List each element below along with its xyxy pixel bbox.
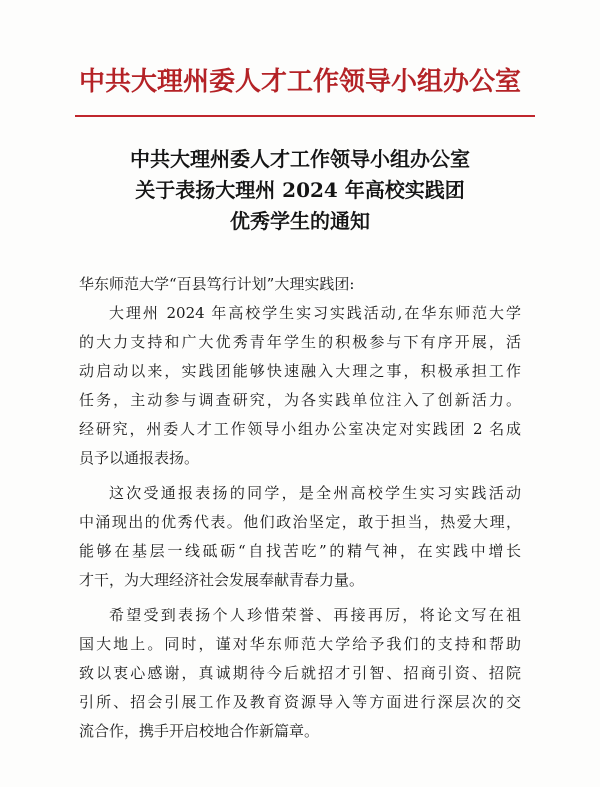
paragraph-1 <box>79 299 521 473</box>
paragraph-line: 引所、招会引展工作及教育资源导入等方面进行深层次的交 <box>79 693 521 711</box>
document-title <box>0 144 600 237</box>
paragraph-2 <box>79 479 521 595</box>
paragraph-line: 致以衷心感谢，真诚期待今后就招才引智、招商引资、招院 <box>79 664 521 682</box>
paragraph-line: 国大地上。同时，谨对华东师范大学给予我们的支持和帮助 <box>79 635 521 653</box>
paragraph-line: 流合作，携手开启校地合作新篇章。 <box>79 722 320 740</box>
paragraph-line: 大理州 2024 年高校学生实习实践活动,在华东师范大学 <box>109 304 521 322</box>
letterhead-org-name: 中共大理州委人才工作领导小组办公室 <box>78 67 521 97</box>
paragraph-3 <box>79 601 521 746</box>
paragraph-line: 经研究，州委人才工作领导小组办公室决定对实践团 2 名成 <box>79 420 521 438</box>
paragraph-line: 员予以通报表扬。 <box>79 449 200 467</box>
title-line-3: 优秀学生的通知 <box>230 209 370 233</box>
paragraph-line: 这次受通报表扬的同学，是全州高校学生实习实践活动 <box>109 484 521 502</box>
paragraph-line: 才干，为大理经济社会发展奉献青春力量。 <box>79 571 365 589</box>
paragraph-line: 希望受到表扬个人珍惜荣誉、再接再厉，将论文写在祖 <box>109 606 521 624</box>
salutation: 华东师范大学“百县笃行计划”大理实践团: <box>79 275 355 293</box>
paragraph-line: 中涌现出的优秀代表。他们政治坚定，敢于担当，热爱大理， <box>79 513 521 531</box>
title-line-2: 关于表扬大理州 2024 年高校实践团 <box>135 178 465 202</box>
paragraph-line: 能够在基层一线砥砺“自找苦吃”的精气神，在实践中增长 <box>79 542 521 560</box>
paragraph-line: 动启动以来，实践团能够快速融入大理之事，积极承担工作 <box>79 362 521 380</box>
title-line-1: 中共大理州委人才工作领导小组办公室 <box>130 147 470 171</box>
paragraph-line: 任务，主动参与调查研究，为各实践单位注入了创新活力。 <box>79 391 521 409</box>
document-body <box>79 270 521 746</box>
letterhead-red-rule <box>75 115 535 117</box>
paragraph-line: 的大力支持和广大优秀青年学生的积极参与下有序开展，活 <box>79 333 521 351</box>
